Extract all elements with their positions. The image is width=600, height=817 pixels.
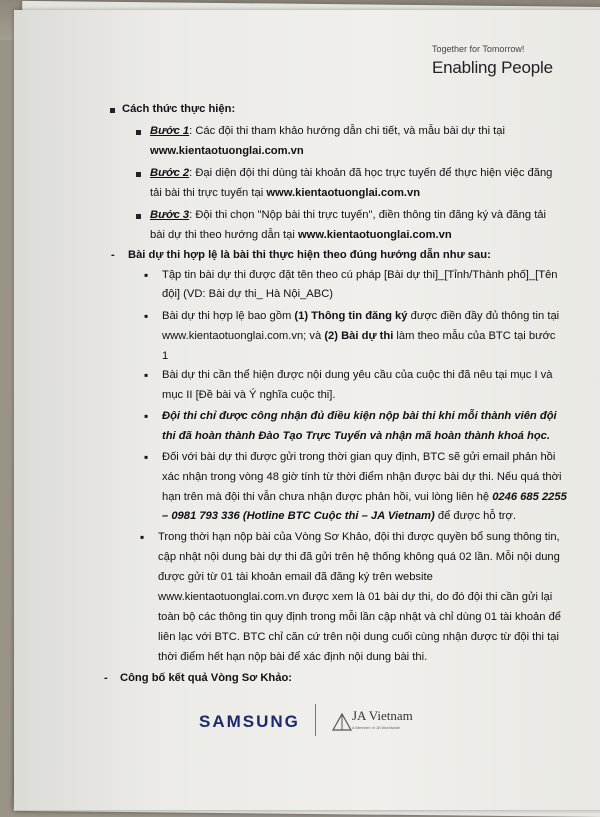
rule-3-line1: Bài dự thi cần thể hiện được nội dung yêu cầu của cuộc thi đã nêu tại mục I và (162, 369, 553, 381)
rule-5-line3 (162, 488, 567, 507)
dash-bullet-icon: - (104, 672, 108, 684)
step-1 (150, 122, 505, 141)
step-text: : Đại diện đội thi dùng tài khoản đã học trực tuyến để thực hiện việc đăng (189, 167, 553, 179)
section-title-valid-entry: Bài dự thi hợp lệ là bài thi thực hiện theo đúng hướng dẫn như sau: (128, 249, 491, 261)
rule-6-line4: www.kientaotuonglai.com.vn được xem là 01 bài dự thi, do đó đội thi cần gửi lại (158, 591, 553, 603)
rule-1-line2: đội] (VD: Bài dự thi_ Hà Nội_ABC) (162, 288, 334, 300)
rule-6-line7: thời điểm hết hạn nộp bài để xác định nội dung bài thi. (158, 651, 428, 663)
logo-divider (315, 704, 316, 736)
rule-text: làm theo mẫu của BTC tại bước (393, 330, 556, 342)
step-label: Bước 2 (150, 167, 190, 179)
step-label: Bước 3 (150, 209, 190, 221)
rule-text: www.kientaotuonglai.com.vn; và (162, 330, 325, 342)
dot-bullet-icon: ▪ (144, 409, 149, 423)
section-title-results: Công bố kết quả Vòng Sơ Khảo: (120, 672, 293, 684)
rule-2-line2 (162, 327, 556, 346)
square-bullet-icon (136, 214, 141, 219)
dot-bullet-icon: ▪ (144, 309, 149, 323)
square-bullet-icon (136, 172, 141, 177)
rule-6-line5: toàn bộ các thông tin quy định trong mỗi lần cập nhật và chỉ dùng 01 tài khoản để (158, 611, 562, 623)
step-2-line2 (150, 184, 420, 203)
ja-vietnam-logo-text: JA Vietnam (352, 708, 413, 723)
rule-text: để được hỗ trợ. (434, 510, 516, 522)
rule-6-line3: được gửi từ 01 tài khoản email đã đăng ký trên website (158, 571, 433, 583)
rule-bold: (2) Bài dự thi (324, 330, 394, 342)
rule-text: được điền đầy đủ thông tin tại (407, 310, 560, 322)
document-page (14, 10, 600, 810)
ja-logo-icon (331, 710, 353, 732)
rule-5-line1: Đối với bài dự thi được gửi trong thời gian quy định, BTC sẽ gửi email phản hồi (162, 451, 556, 463)
dash-bullet-icon: - (111, 249, 115, 261)
rule-1-line1: Tập tin bài dự thi được đặt tên theo cú pháp [Bài dự thi]_[Tỉnh/Thành phố]_[Tên (162, 269, 558, 281)
dot-bullet-icon: ▪ (144, 268, 149, 282)
step-2 (150, 164, 552, 183)
step-link: www.kientaotuonglai.com.vn (297, 229, 452, 241)
rule-text: hạn trên mà đội thi vẫn chưa nhận được phản hồi, vui lòng liên hệ (162, 491, 493, 503)
step-label: Bước 1 (150, 125, 190, 137)
step-3-line2 (150, 226, 452, 245)
rule-5-line2: xác nhận trong vòng 48 giờ tính từ thời điểm nhận được bài dự thi. Nếu quá thời (162, 471, 562, 483)
section-title-method: Cách thức thực hiện: (122, 103, 236, 115)
hotline-number: – 0981 793 336 (Hotline BTC Cuộc thi – JA Vietnam) (162, 510, 435, 522)
square-bullet-icon (110, 108, 115, 113)
hotline-number: 0246 685 2255 (492, 491, 567, 503)
dot-bullet-icon: ▪ (140, 530, 145, 544)
step-text: bài dự thi theo hướng dẫn tại (150, 229, 298, 241)
step-text: : Các đội thi tham khảo hướng dẫn chi tiết, và mẫu bài dự thi tại (189, 125, 505, 137)
step-3 (150, 206, 546, 225)
rule-4-line2: thi đã hoàn thành Đào Tạo Trực Tuyến và nhận mã hoàn thành khoá học. (162, 430, 550, 442)
header-brand: Enabling People (432, 58, 553, 77)
samsung-logo: SAMSUNG (199, 712, 300, 731)
rule-2-line3: 1 (162, 350, 169, 362)
dot-bullet-icon: ▪ (144, 450, 149, 464)
rule-2-line1 (162, 307, 559, 326)
ja-vietnam-subtext: A Member of JA Worldwide (352, 725, 400, 730)
header-tagline: Together for Tomorrow! (432, 44, 525, 54)
step-1-link: www.kientaotuonglai.com.vn (150, 145, 304, 157)
rule-text: Bài dự thi hợp lệ bao gồm (162, 310, 295, 322)
footer-logos (14, 698, 600, 748)
rule-4-line1: Đội thi chỉ được công nhận đủ điều kiện nộp bài thi khi mỗi thành viên đội (162, 410, 557, 422)
rule-bold: (1) Thông tin đăng ký (294, 310, 408, 322)
rule-3-line2: mục II [Đề bài và Ý nghĩa cuộc thi]. (162, 389, 336, 401)
square-bullet-icon (136, 130, 141, 135)
dot-bullet-icon: ▪ (144, 368, 149, 382)
rule-5-line4 (162, 507, 516, 526)
step-link: www.kientaotuonglai.com.vn (266, 187, 421, 199)
rule-6-line1: Trong thời hạn nộp bài của Vòng Sơ Khảo, đội thi được quyền bổ sung thông tin, (158, 531, 560, 543)
rule-6-line2: cập nhật nội dung bài dự thi đã gửi trên hệ thống không quá 02 lần. Mỗi nội dung (158, 551, 560, 563)
step-text: : Đội thi chọn "Nộp bài thi trực tuyến", điền thông tin đăng ký và đăng tải (189, 209, 547, 221)
rule-6-line6: liên lạc với BTC. BTC chỉ căn cứ trên nội dung cuối cùng nhận được từ đội thi tại (158, 631, 559, 643)
step-text: tải bài thi trực tuyến tại (150, 187, 267, 199)
